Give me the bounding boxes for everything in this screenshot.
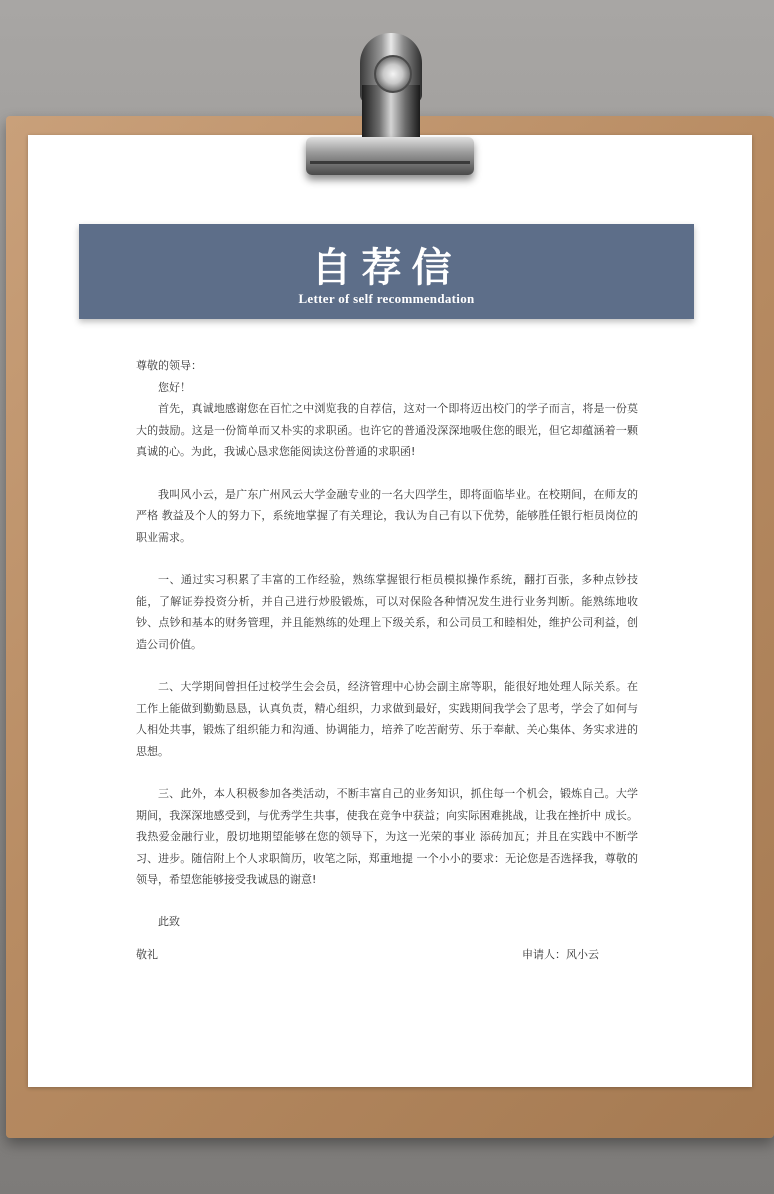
paragraph-strength-1: 一、通过实习积累了丰富的工作经验，熟练掌握银行柜员模拟操作系统，翻打百张，多种点钞技能，了解证券投资分析，并自己进行炒股锻炼，可以对保险各种情况发生进行业务判断。能熟练地收钞、点钞和基本的财务管理，并且能熟练的处理上下级关系，和公司员工和睦相处，维护公司利益，创造公司价值。 [136,573,638,651]
page-title: 自荐信 [311,244,462,291]
binder-clip [300,25,480,180]
applicant-signature: 申请人：风小云 [522,948,599,961]
clip-base [306,137,474,175]
signature-row [136,944,638,966]
signoff: 敬礼 [136,948,158,961]
greeting: 您好！ [158,380,191,394]
clip-ring-hole [374,55,412,93]
closing: 此致 [158,914,180,928]
clip-base-edge [310,161,470,164]
salutation: 尊敬的领导： [136,359,202,372]
title-banner [79,224,694,319]
paragraph-intro: 首先，真诚地感谢您在百忙之中浏览我的自荐信，这对一个即将迈出校门的学子而言，将是一份莫大的鼓励。这是一份简单而又朴实的求职函。也许它的普通没深深地吸住您的眼光，但它却蕴涵着一颗真诚的心。为此，我诚心恳求您能阅读这份普通的求职函! [136,402,638,458]
letter-body [136,355,638,966]
paragraph-strength-3: 三、此外，本人积极参加各类活动，不断丰富自己的业务知识，抓住每一个机会，锻炼自己。大学期间，我深深地感受到，与优秀学生共事，使我在竞争中获益；向实际困难挑战，让我在挫折中 成长。我热爱金融行业，殷切地期望能够在您的领导下，为这一光荣的事业 添砖加瓦；并且在实践中不断学习、进步。随信附上个人求职简历，收笔之际，郑重地提 一个小小的要求：无论您是否选择我，尊敬的领导，希望您能够接受我诚恳的谢意! [136,787,638,886]
paragraph-strength-2: 二、大学期间曾担任过校学生会会员，经济管理中心协会副主席等职，能很好地处理人际关系。在工作上能做到勤勤恳恳，认真负责，精心组织，力求做到最好，实践期间我学会了思考，学会了如何与人相处共事，锻炼了组织能力和沟通、协调能力，培养了吃苦耐劳、乐于奉献、关心集体、务实求进的思想。 [136,680,638,758]
paragraph-self-intro: 我叫风小云，是广东广州风云大学金融专业的一名大四学生，即将面临毕业。在校期间，在师友的严格 教益及个人的努力下，系统地掌握了有关理论，我认为自己有以下优势，能够胜任银行柜员岗位的职业需求。 [136,487,638,544]
page-subtitle: Letter of self recommendation [298,291,475,306]
